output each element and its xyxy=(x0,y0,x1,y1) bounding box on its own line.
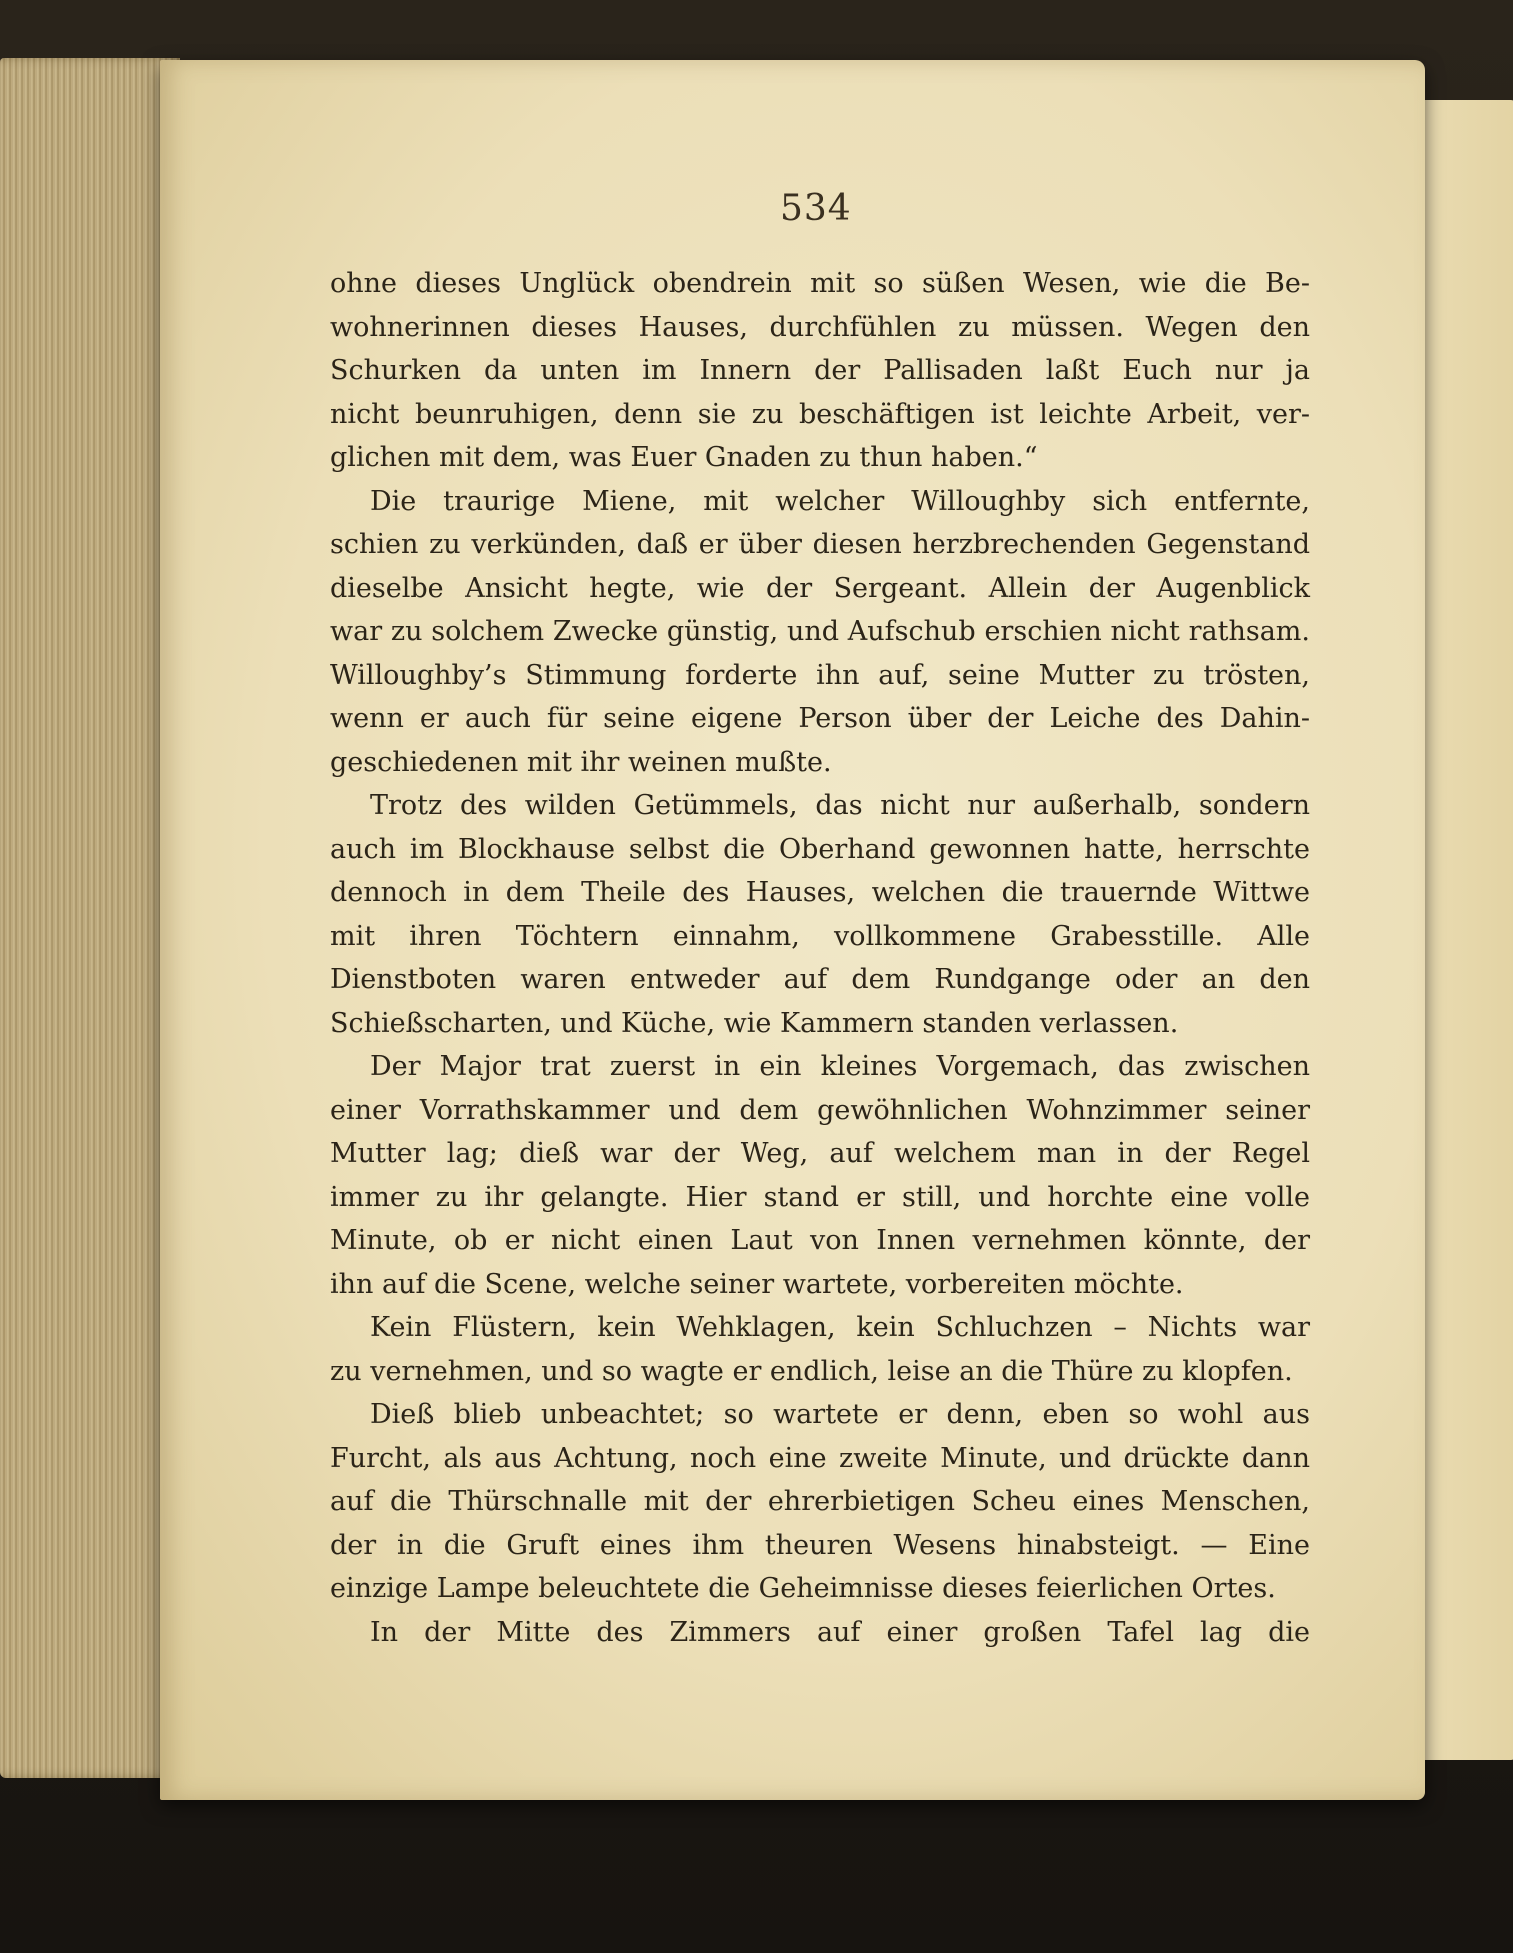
text-line: Schießscharten, und Küche, wie Kammern standen verlassen. xyxy=(330,1007,1179,1039)
text-line: glichen mit dem, was Euer Gnaden zu thun haben.“ xyxy=(330,442,1038,473)
text-line: Schurken da unten im Innern der Pallisaden laßt Euch nur ja xyxy=(330,355,1310,386)
text-line: Dieß blieb unbeachtet; so wartete er denn, eben so wohl aus xyxy=(370,1399,1310,1430)
text-line: zu vernehmen, und so wagte er endlich, leise an die Thüre zu klopfen. xyxy=(330,1355,1293,1387)
text-line: Mutter lag; dieß war der Weg, auf welchem man in der Regel xyxy=(330,1138,1310,1169)
text-line: nicht beunruhigen, denn sie zu beschäftigen ist leichte Arbeit, ver- xyxy=(330,398,1310,430)
text-line: Furcht, als aus Achtung, noch eine zweite Minute, und drückte dann xyxy=(330,1442,1310,1474)
text-line: Kein Flüstern, kein Wehklagen, kein Schluchzen – Nichts war xyxy=(370,1312,1310,1343)
text-line: Willoughby’s Stimmung forderte ihn auf, seine Mutter zu trösten, xyxy=(330,659,1310,691)
text-line: Dienstboten waren entweder auf dem Rundgange oder an den xyxy=(330,964,1310,995)
text-line: war zu solchem Zwecke günstig, und Aufschub erschien nicht rathsam. xyxy=(330,616,1310,647)
text-line: einer Vorrathskammer und dem gewöhnlichen Wohnzimmer seiner xyxy=(330,1094,1310,1126)
text-line: Trotz des wilden Getümmels, das nicht nur außerhalb, sondern xyxy=(370,790,1310,821)
text-line: Der Major trat zuerst in ein kleines Vorgemach, das zwischen xyxy=(370,1051,1310,1082)
text-line: dieselbe Ansicht hegte, wie der Sergeant. Allein der Augenblick xyxy=(330,572,1310,604)
text-line: auch im Blockhause selbst die Oberhand gewonnen hatte, herrschte xyxy=(330,833,1310,865)
body-text xyxy=(330,262,1310,1654)
left-page-stack-edge xyxy=(0,58,180,1778)
text-line: wohnerinnen dieses Hauses, durchfühlen zu müssen. Wegen den xyxy=(330,311,1310,343)
text-line: wenn er auch für seine eigene Person über der Leiche des Dahin- xyxy=(330,703,1310,734)
text-line: Die traurige Miene, mit welcher Willoughby sich entfernte, xyxy=(370,485,1310,517)
text-line: geschiedenen mit ihr weinen mußte. xyxy=(330,746,832,778)
text-line: dennoch in dem Theile des Hauses, welchen die trauernde Wittwe xyxy=(330,877,1310,908)
text-line: ihn auf die Scene, welche seiner wartete, vorbereiten möchte. xyxy=(330,1268,1184,1300)
text-line: der in die Gruft eines ihm theuren Wesens hinabsteigt. — Eine xyxy=(330,1529,1310,1561)
text-line: einzige Lampe beleuchtete die Geheimnisse dieses feierlichen Ortes. xyxy=(330,1573,1276,1604)
page-number: 534 xyxy=(780,188,852,229)
text-line: Minute, ob er nicht einen Laut von Innen vernehmen könnte, der xyxy=(330,1225,1310,1256)
text-line: immer zu ihr gelangte. Hier stand er still, und horchte eine volle xyxy=(330,1181,1310,1213)
text-line: ohne dieses Unglück obendrein mit so süßen Wesen, wie die Be- xyxy=(330,268,1310,299)
text-line: schien zu verkünden, daß er über diesen herzbrechenden Gegenstand xyxy=(330,529,1310,560)
text-line: mit ihren Töchtern einnahm, vollkommene Grabesstille. Alle xyxy=(330,920,1310,952)
text-line: auf die Thürschnalle mit der ehrerbietigen Scheu eines Menschen, xyxy=(330,1486,1310,1517)
text-line: In der Mitte des Zimmers auf einer großen Tafel lag die xyxy=(370,1616,1310,1648)
